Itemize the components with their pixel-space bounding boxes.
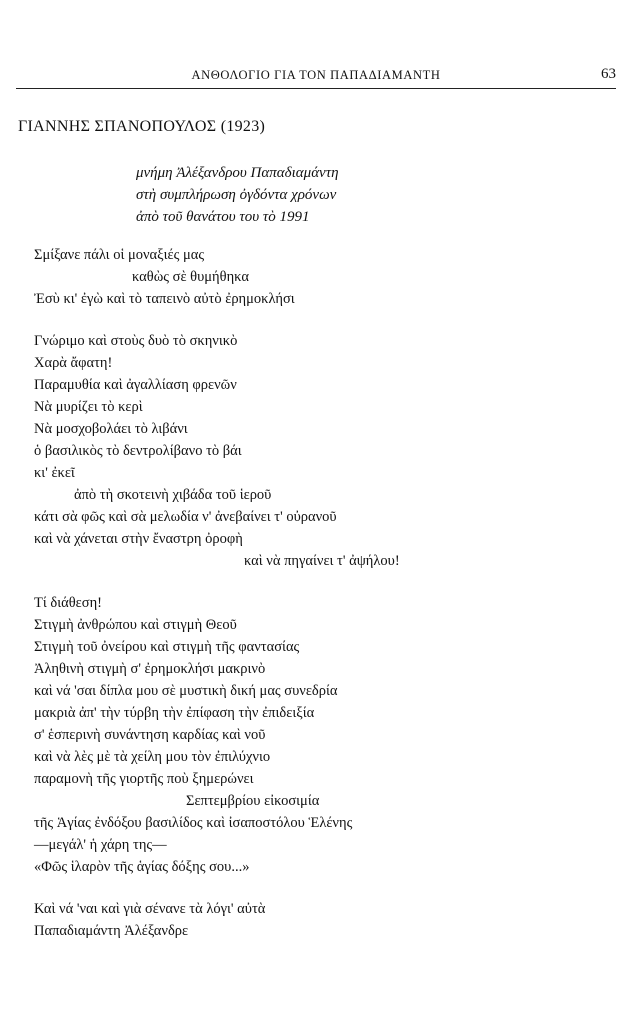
- verse-line: Παραμυθία καὶ ἀγαλλίαση φρενῶν: [34, 377, 237, 393]
- verse-line: σ' ἑσπερινὴ συνάντηση καρδίας καὶ νοῦ: [34, 727, 266, 743]
- verse-line: Σεπτεμβρίου εἰκοσιμία: [186, 793, 320, 809]
- stanza: [34, 898, 594, 942]
- poem-dedication: [136, 162, 339, 228]
- verse-line: Γνώριμο καὶ στοὺς δυὸ τὸ σκηνικὸ: [34, 333, 238, 349]
- verse-line: Χαρὰ ἄφατη!: [34, 355, 113, 371]
- dedication-line: μνήμη Ἀλέξανδρου Παπαδιαμάντη: [136, 165, 339, 181]
- verse-line: παραμονὴ τῆς γιορτῆς ποὺ ξημερώνει: [34, 771, 254, 787]
- verse-line: Νὰ μοσχοβολάει τὸ λιβάνι: [34, 421, 188, 437]
- verse-line: Σμίξανε πάλι οἱ μοναξιές μας: [34, 247, 205, 263]
- verse-line: Ἐσὺ κι' ἐγὼ καὶ τὸ ταπεινὸ αὐτὸ ἐρημοκλήσι: [34, 291, 295, 307]
- poem-author-heading: ΓΙΑΝΝΗΣ ΣΠΑΝΟΠΟΥΛΟΣ (1923): [18, 118, 266, 135]
- verse-line: «Φῶς ἱλαρὸν τῆς ἁγίας δόξης σου...»: [34, 859, 250, 875]
- verse-line: κι' ἐκεῖ: [34, 465, 75, 481]
- verse-line: Τί διάθεση!: [34, 595, 102, 611]
- page-number: 63: [601, 66, 616, 82]
- verse-line: Ἀληθινὴ στιγμὴ σ' ἐρημοκλήσι μακρινὸ: [34, 661, 266, 677]
- verse-line: καὶ νὰ πηγαίνει τ' ἀψήλου!: [244, 553, 400, 569]
- running-header: [16, 66, 616, 89]
- verse-line: καθὼς σὲ θυμήθηκα: [132, 269, 249, 285]
- verse-line: Στιγμὴ τοῦ ὀνείρου καὶ στιγμὴ τῆς φαντασίας: [34, 639, 300, 655]
- stanza-break: [34, 310, 594, 330]
- verse-line: ἀπὸ τὴ σκοτεινὴ χιβάδα τοῦ ἱεροῦ: [74, 487, 272, 503]
- verse-line: ὁ βασιλικὸς τὸ δεντρολίβανο τὸ βάι: [34, 443, 242, 459]
- verse-line: Στιγμὴ ἀνθρώπου καὶ στιγμὴ Θεοῦ: [34, 617, 237, 633]
- stanza-break: [34, 878, 594, 898]
- verse-line: καὶ νὰ χάνεται στὴν ἔναστρη ὀροφὴ: [34, 531, 243, 547]
- verse-line: καὶ νὰ λὲς μὲ τὰ χείλη μου τὸν ἐπιλύχνιο: [34, 749, 271, 765]
- poem-body: [34, 244, 594, 942]
- dedication-line: ἀπὸ τοῦ θανάτου του τὸ 1991: [136, 209, 310, 225]
- dedication-line: στὴ συμπλήρωση ὀγδόντα χρόνων: [136, 187, 337, 203]
- verse-line: Παπαδιαμάντη Ἀλέξανδρε: [34, 923, 189, 939]
- verse-line: τῆς Ἁγίας ἐνδόξου βασιλίδος καὶ ἰσαποστόλου Ἑλένης: [34, 815, 353, 831]
- verse-line: Νὰ μυρίζει τὸ κερὶ: [34, 399, 143, 415]
- verse-line: —μεγάλ' ἡ χάρη της—: [34, 837, 167, 853]
- stanza: [34, 330, 594, 572]
- stanza: [34, 592, 594, 878]
- stanza: [34, 244, 594, 310]
- running-header-title: ΑΝΘΟΛΟΓΙΟ ΓΙΑ ΤΟΝ ΠΑΠΑΔΙΑΜΑΝΤΗ: [191, 68, 441, 82]
- stanza-break: [34, 572, 594, 592]
- verse-line: κάτι σὰ φῶς καὶ σὰ μελωδία ν' ἀνεβαίνει τ' οὐρανοῦ: [34, 509, 337, 525]
- verse-line: Καὶ νά 'ναι καὶ γιὰ σένανε τὰ λόγι' αὐτὰ: [34, 901, 266, 917]
- verse-line: καὶ νά 'σαι δίπλα μου σὲ μυστικὴ δική μας συνεδρία: [34, 683, 338, 699]
- verse-line: μακριὰ ἀπ' τὴν τύρβη τὴν ἐπίφαση τὴν ἐπιδειξία: [34, 705, 315, 721]
